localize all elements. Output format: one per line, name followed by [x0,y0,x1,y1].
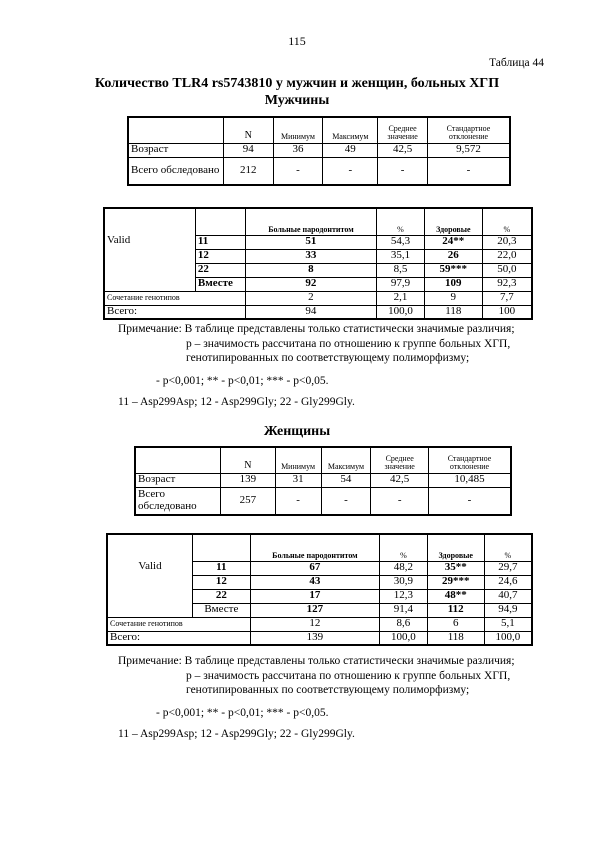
cell: 42,5 [371,473,429,487]
header-n: N [224,117,274,143]
total-label: Всего: [107,631,250,645]
cell: 100,0 [484,631,532,645]
header-pct: % [484,534,532,561]
women-freq-table [106,533,533,646]
men-desc-table [127,116,511,186]
page-number: 115 [288,34,306,48]
genotype-label: 12 [192,575,250,589]
cell: 100,0 [380,631,428,645]
header-patients: Больные пародонтитом [250,534,379,561]
header-max: Максимум [323,117,378,143]
genotype-legend-2: 11 – Asp299Asp; 12 - Asp299Gly; 22 - Gly299Gly. [118,728,355,740]
table-row [128,157,510,185]
genotype-label: 12 [195,249,245,263]
title-line-2: Мужчины [264,93,330,108]
genotype-label: Вместе [195,277,245,291]
cell: 24,6 [484,575,532,589]
table-row [107,631,532,645]
cell: - [273,157,323,185]
table-header-row [128,117,510,143]
row-label: Возраст [135,473,221,487]
cell: 54,3 [377,235,425,249]
note-line: р – значимость рассчитана по отношению к группе больных ХГП, [186,337,511,350]
genotype-label: Вместе [192,603,250,617]
row-label: Всего обследовано [135,487,221,515]
women-desc-table [134,446,512,516]
cell: 118 [427,631,484,645]
cell: 8,5 [377,263,425,277]
cell: 100,0 [377,305,425,319]
cell: 35,1 [377,249,425,263]
men-freq-table [103,207,533,320]
cell: 2 [245,291,376,305]
row-label: Возраст [128,143,224,157]
cell: 40,7 [484,589,532,603]
cell: 31 [275,473,321,487]
table-row [107,561,532,575]
header-mean: Среднее значение [378,117,428,143]
note-line: генотипированных по соответствующему полиморфизму; [186,684,470,696]
cell: 51 [245,235,376,249]
header-blank-cell [128,117,224,143]
header-blank-cell [104,208,195,235]
page-title [0,75,594,109]
cell: 7,7 [482,291,532,305]
table-row [104,291,532,305]
cell: 48,2 [380,561,428,575]
valid-label: Valid [107,561,192,617]
cell: 22,0 [482,249,532,263]
cell: 91,4 [380,603,428,617]
cell: 17 [250,589,379,603]
cell: 20,3 [482,235,532,249]
cell: 49 [323,143,378,157]
cell: 33 [245,249,376,263]
cell: 6 [427,617,484,631]
note-block [118,322,548,366]
table-row [135,487,511,515]
cell: 12 [250,617,379,631]
header-max: Максимум [321,447,371,473]
cell: 26 [424,249,482,263]
genotype-label: 22 [192,589,250,603]
cell: 97,9 [377,277,425,291]
cell: 94,9 [484,603,532,617]
header-blank-cell [135,447,221,473]
table-row [104,305,532,319]
table-row [135,473,511,487]
cell: 43 [250,575,379,589]
cell: 50,0 [482,263,532,277]
table-header-row [104,208,532,235]
cell: 8,6 [380,617,428,631]
women-title: Женщины [263,424,331,439]
genotype-label: 22 [195,263,245,277]
header-n: N [221,447,275,473]
cell: - [427,157,510,185]
table-label: Таблица 44 [489,57,544,69]
cell: 9 [424,291,482,305]
cell: 8 [245,263,376,277]
cell: 42,5 [378,143,428,157]
table-row [128,143,510,157]
cell: 109 [424,277,482,291]
table-row [107,617,532,631]
cell: - [371,487,429,515]
cell: 29*** [427,575,484,589]
header-mean: Среднее значение [371,447,429,473]
combo-label: Сочетание генотипов [107,617,250,631]
cell: - [378,157,428,185]
cell: 5,1 [484,617,532,631]
cell: 257 [221,487,275,515]
note-line: р – значимость рассчитана по отношению к группе больных ХГП, [186,669,511,682]
cell: 10,485 [429,473,512,487]
header-blank-cell [195,208,245,235]
cell: 67 [250,561,379,575]
header-min: Минимум [273,117,323,143]
table-header-row [107,534,532,561]
cell: 24** [424,235,482,249]
header-std: Стандартное отклонение [427,117,510,143]
note-line: генотипированных по соответствующему полиморфизму; [186,352,470,364]
genotype-label: 11 [195,235,245,249]
cell: 118 [424,305,482,319]
header-pct: % [380,534,428,561]
cell: - [429,487,512,515]
header-healthy: Здоровые [427,534,484,561]
table-row [104,235,532,249]
cell: 30,9 [380,575,428,589]
combo-label: Сочетание генотипов [104,291,245,305]
cell: 94 [245,305,376,319]
header-blank-cell [192,534,250,561]
cell: - [323,157,378,185]
total-label: Всего: [104,305,245,319]
row-label: Всего обследовано [128,157,224,185]
cell: 9,572 [427,143,510,157]
note-line: Примечание: В таблице представлены только статистически значимые различия; [118,655,515,667]
cell: - [321,487,371,515]
header-min: Минимум [275,447,321,473]
cell: - [275,487,321,515]
note-line: Примечание: В таблице представлены только статистически значимые различия; [118,323,515,335]
cell: 112 [427,603,484,617]
cell: 92,3 [482,277,532,291]
title-line-1: Количество TLR4 rs5743810 у мужчин и женщин, больных ХГП [94,76,500,91]
header-patients: Больные пародонтитом [245,208,376,235]
cell: 48** [427,589,484,603]
cell: 54 [321,473,371,487]
header-std: Стандартное отклонение [429,447,512,473]
header-pct: % [482,208,532,235]
cell: 139 [250,631,379,645]
cell: 212 [224,157,274,185]
genotype-legend: 11 – Asp299Asp; 12 - Asp299Gly; 22 - Gly299Gly. [118,396,355,408]
header-pct: % [377,208,425,235]
genotype-label: 11 [192,561,250,575]
note-block-2 [118,654,548,698]
cell: 127 [250,603,379,617]
cell: 29,7 [484,561,532,575]
header-healthy: Здоровые [424,208,482,235]
table-header-row [135,447,511,473]
cell: 94 [224,143,274,157]
cell: 92 [245,277,376,291]
header-blank-cell [107,534,192,561]
cell: 35** [427,561,484,575]
cell: 36 [273,143,323,157]
cell: 59*** [424,263,482,277]
p-values-note: - p<0,001; ** - p<0,01; *** - p<0,05. [156,375,329,387]
valid-label: Valid [104,235,195,291]
cell: 12,3 [380,589,428,603]
cell: 139 [221,473,275,487]
cell: 100 [482,305,532,319]
p-values-note-2: - p<0,001; ** - p<0,01; *** - p<0,05. [156,707,329,719]
cell: 2,1 [377,291,425,305]
